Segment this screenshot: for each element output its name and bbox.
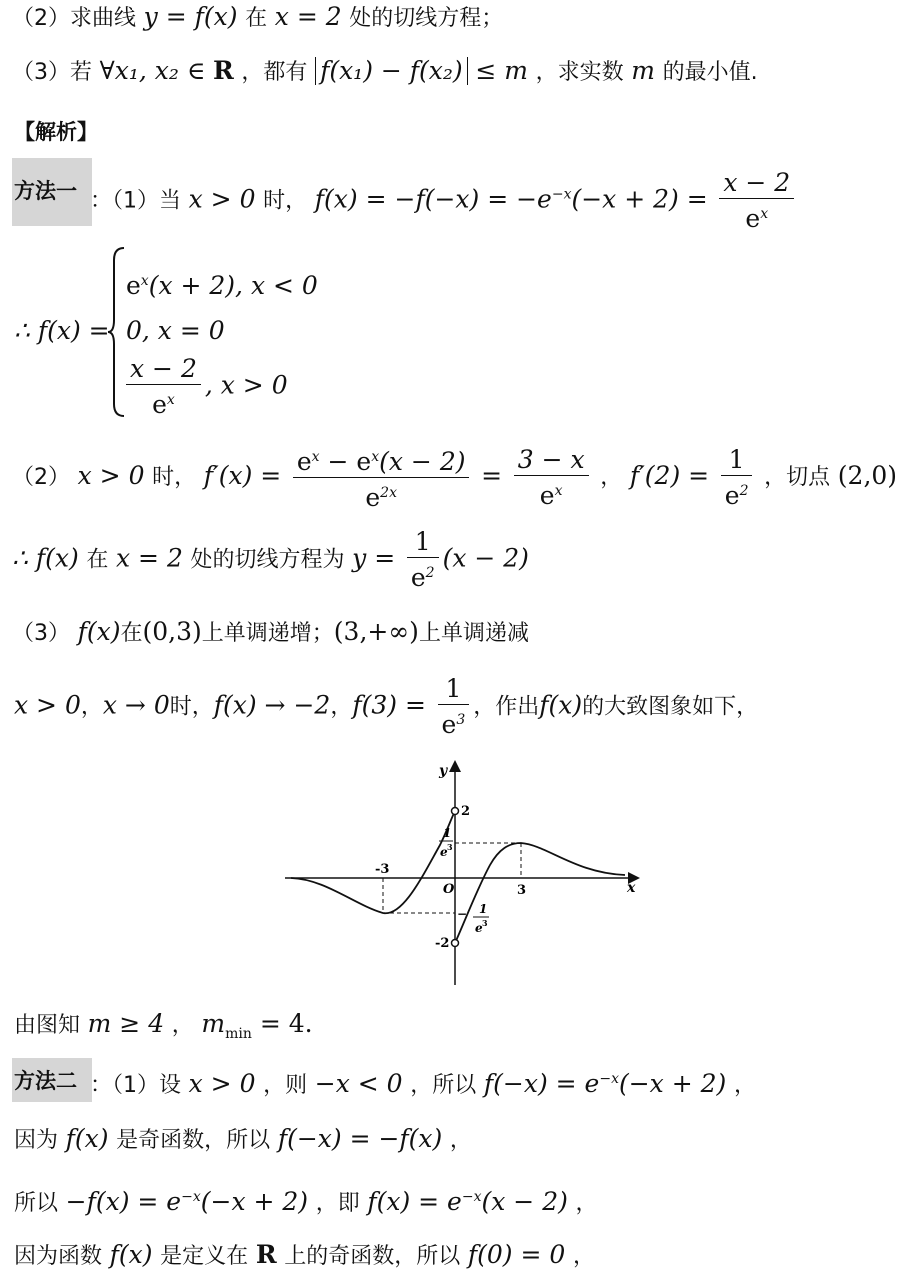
so-line	[14, 1182, 598, 1219]
def-f0: f(0) = 0	[467, 1240, 566, 1269]
piecewise-case-2: 0, x = 0	[126, 316, 225, 345]
part-2-equals: =	[481, 461, 503, 490]
tangent-line-equation	[12, 527, 529, 593]
p3-text-b: 上单调递增；	[201, 621, 334, 646]
tick-label-3: 3	[517, 883, 527, 898]
frac2-den-sup: x	[554, 482, 563, 499]
m1-fraction	[719, 168, 794, 234]
concl-comma: ，	[171, 1013, 194, 1038]
m2-text-c: ，则	[263, 1073, 308, 1098]
tan-fx: ∴ f(x)	[12, 543, 79, 573]
tan-frac-num: 1	[407, 527, 439, 558]
odd-fx: f(x)	[65, 1124, 109, 1153]
part-2-text-a: 时，	[152, 465, 197, 490]
conclusion-line	[14, 1009, 313, 1049]
so-eq-d: (x − 2)	[481, 1187, 568, 1216]
q3-real-set: R	[212, 56, 234, 85]
max-label-den: e	[440, 845, 448, 859]
def-fx: f(x)	[109, 1240, 153, 1269]
q3-text-a: 若	[70, 60, 93, 85]
lim-a: x > 0	[14, 690, 81, 720]
q2-text-c: 处的切线方程；	[349, 6, 504, 31]
p3-fx: f(x)	[77, 617, 121, 646]
so-eq-c: f(x) = e	[367, 1187, 462, 1216]
case3-fraction	[126, 354, 201, 420]
case1-e: e	[126, 271, 141, 300]
question-2-line	[12, 2, 503, 34]
definition-line	[14, 1240, 595, 1272]
part-2-fraction-1	[293, 442, 470, 513]
max-label-sup: 3	[447, 842, 453, 852]
lim-c: x → 0	[102, 690, 170, 720]
tan-tail: (x − 2)	[442, 543, 529, 573]
case3-tail: , x > 0	[204, 370, 288, 400]
m2-exponent: −x	[599, 1071, 619, 1087]
concl-m: m	[201, 1009, 226, 1038]
def-text-a: 因为函数	[14, 1244, 103, 1269]
q3-text-b: ，都有	[241, 60, 308, 85]
so-text-d: ，即	[315, 1191, 360, 1216]
p3-text-c: 上单调递减	[418, 621, 529, 646]
piecewise-case-3	[122, 354, 288, 420]
lim-e: f(x) → −2	[213, 690, 331, 720]
q3-abs-expression: f(x₁) − f(x₂)	[315, 57, 468, 85]
min-label-sup: 3	[482, 918, 488, 928]
p3-interval-1: (0,3)	[142, 617, 202, 646]
case1-expression: (x + 2), x < 0	[148, 271, 318, 300]
frac3-den: e	[724, 480, 740, 510]
part-3-number: （3）	[12, 621, 70, 646]
lim-fraction	[438, 674, 470, 740]
part-2-line	[12, 442, 897, 513]
so-text-a: 所以	[14, 1191, 59, 1216]
part-2-fraction-3	[721, 445, 753, 511]
frac1-num-b: − e	[319, 447, 372, 476]
method-1-line-1	[90, 168, 798, 234]
m2-cond: x > 0	[188, 1069, 256, 1098]
frac2-num: 3 − x	[514, 445, 589, 476]
method-1-label: 方法一	[14, 179, 77, 203]
q3-text-c: ，求实数	[535, 60, 624, 85]
odd-eq: f(−x) = −f(x)	[277, 1124, 443, 1153]
piecewise-case-1	[126, 266, 318, 301]
q3-m: m	[631, 56, 655, 85]
part-2-condition: x > 0	[77, 461, 145, 490]
so-exp-a: −x	[181, 1189, 201, 1205]
tan-y: y =	[352, 543, 396, 573]
axis-x-label: x	[627, 880, 636, 896]
q3-forall: ∀x₁, x₂ ∈	[99, 56, 206, 85]
so-exp-c: −x	[461, 1189, 482, 1205]
so-eq-b: (−x + 2)	[200, 1187, 309, 1216]
m1-fraction-den-sup: x	[760, 206, 769, 222]
case3-den-sup: x	[166, 392, 175, 408]
part-3-line	[12, 617, 529, 649]
m2-comma: ，	[733, 1073, 756, 1098]
q2-equation: y = f(x)	[143, 2, 238, 31]
part-2-fprime-2: f′(2) =	[629, 461, 710, 490]
min-label-den: e	[475, 921, 483, 935]
method-2-line-1	[90, 1064, 756, 1101]
tangent-point: (2,0)	[837, 461, 898, 490]
odd-text-c: 是奇函数，所以	[116, 1128, 271, 1153]
lim-frac-den: e	[441, 710, 457, 739]
m1-condition: x > 0	[188, 184, 256, 214]
tick-label-2: 2	[461, 804, 471, 819]
case3-num: x − 2	[126, 354, 201, 385]
lim-j: 的大致图象如下，	[582, 694, 759, 720]
q3-text-d: 的最小值.	[662, 60, 758, 85]
concl-min-sub: min	[225, 1025, 252, 1042]
method-2-label: 方法二	[14, 1069, 77, 1093]
q3-inequality: ≤ m	[475, 56, 528, 85]
m1-fraction-num: x − 2	[719, 168, 794, 199]
tan-text-d: 处的切线方程为	[190, 547, 345, 573]
lim-b: ，	[80, 694, 103, 720]
question-2-number: （2）	[12, 6, 70, 31]
lim-f: ，	[330, 694, 353, 720]
concl-inequality: m ≥ 4	[87, 1009, 165, 1038]
open-point-bottom	[452, 940, 459, 947]
axis-y-label: y	[439, 763, 448, 779]
case3-den: e	[152, 390, 167, 419]
min-label-num: 1	[479, 902, 488, 916]
tan-frac-den-sup: 2	[425, 565, 435, 581]
question-3-number: （3）	[12, 60, 70, 85]
question-3-line	[12, 56, 758, 88]
q2-text: 求曲线	[70, 6, 137, 31]
tan-frac-den: e	[410, 563, 426, 592]
max-label-num: 1	[443, 826, 452, 840]
min-label-minus: −	[457, 907, 468, 921]
tick-label-neg3: -3	[375, 862, 390, 877]
limit-line	[14, 674, 758, 740]
def-text-e: 上的奇函数，所以	[284, 1244, 461, 1269]
origin-label: O	[443, 882, 455, 897]
lim-frac-num: 1	[438, 674, 470, 705]
piecewise-lhs: ∴ f(x) =	[14, 316, 110, 345]
tick-label-neg2: -2	[435, 936, 450, 951]
def-comma: ，	[572, 1244, 595, 1269]
part-2-number: （2）	[12, 465, 70, 490]
concl-value: = 4.	[251, 1009, 313, 1038]
frac3-den-sup: 2	[739, 482, 749, 499]
frac1-num-sup-b: x	[371, 449, 380, 465]
frac1-num-e: e	[296, 447, 312, 476]
m1-equation: f(x) = −f(−x) = −e	[314, 184, 552, 214]
part-2-text-b: ，切点	[764, 465, 831, 490]
lim-i: f(x)	[539, 690, 583, 720]
function-graph	[285, 757, 665, 987]
q2-text-b: 在	[245, 6, 268, 31]
odd-function-line	[14, 1124, 472, 1156]
tan-cond: x = 2	[116, 543, 183, 573]
m2-eq: f(−x) = e	[483, 1069, 600, 1098]
m2-neg: −x < 0	[314, 1069, 403, 1098]
frac1-den: e	[365, 483, 381, 512]
so-comma: ，	[575, 1191, 598, 1216]
so-eq-a: −f(x) = e	[65, 1187, 182, 1216]
m1-exponent: −x	[551, 186, 572, 203]
part-2-comma: ，	[600, 465, 623, 490]
frac1-num-c: (x − 2)	[379, 447, 466, 476]
lim-h: ，作出	[473, 694, 540, 720]
m1-equation-b: (−x + 2) =	[571, 184, 708, 214]
open-point-top	[452, 808, 459, 815]
frac1-num-sup: x	[311, 449, 320, 465]
m2-text-a: ：（1）设	[90, 1073, 181, 1098]
case1-exponent: x	[140, 273, 149, 289]
p3-text-a: 在	[120, 621, 143, 646]
m1-text-b: 时，	[263, 188, 308, 214]
m2-eq-b: (−x + 2)	[618, 1069, 727, 1098]
frac1-den-sup: 2x	[380, 485, 397, 501]
frac2-den: e	[539, 480, 555, 510]
tan-fraction	[407, 527, 439, 593]
odd-text-a: 因为	[14, 1128, 59, 1153]
p3-interval-2: (3,+∞)	[333, 617, 419, 646]
m1-fraction-den: e	[745, 204, 761, 233]
frac3-num: 1	[721, 445, 753, 476]
def-text-c: 是定义在	[160, 1244, 249, 1269]
lim-frac-den-sup: 3	[456, 712, 466, 728]
m1-text-a: ：（1）当	[90, 188, 181, 214]
tan-text-b: 在	[86, 547, 109, 573]
odd-comma: ，	[449, 1128, 472, 1153]
q2-condition: x = 2	[274, 2, 342, 31]
curve-left	[291, 811, 455, 913]
concl-text-a: 由图知	[14, 1013, 81, 1038]
lim-g: f(3) =	[352, 690, 426, 720]
analysis-heading: 【解析】	[14, 120, 98, 144]
part-2-fraction-2	[514, 445, 589, 511]
def-real-set: R	[255, 1240, 277, 1269]
m2-text-e: ，所以	[410, 1073, 477, 1098]
part-2-fprime: f′(x) =	[203, 461, 282, 490]
lim-d: 时，	[169, 694, 214, 720]
